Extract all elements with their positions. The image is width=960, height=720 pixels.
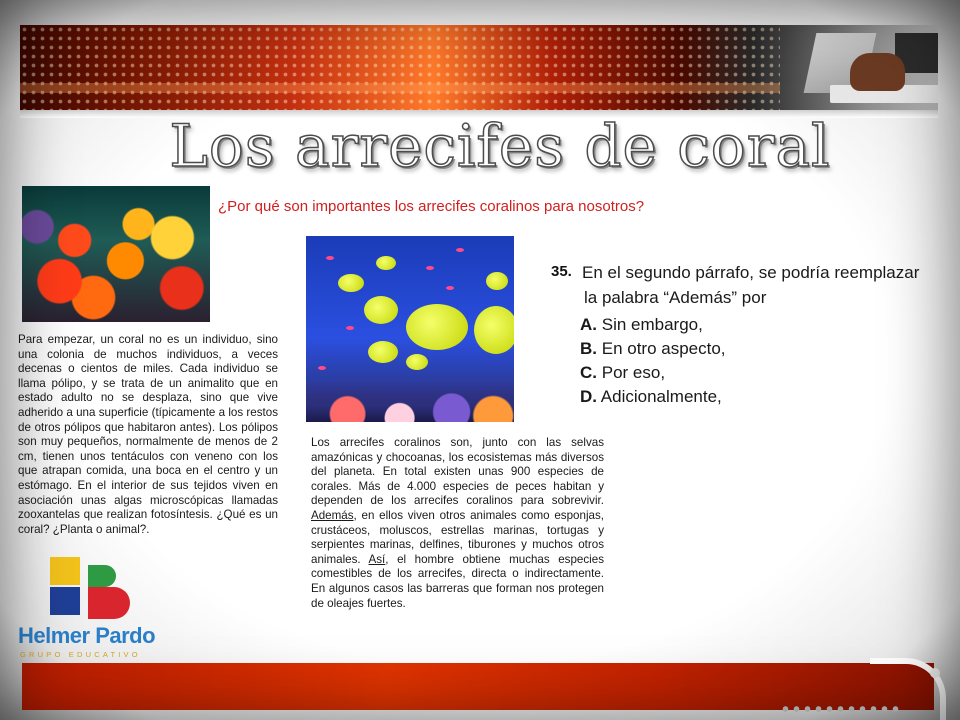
question-number: 35. [551,263,572,280]
slide-title: Los arrecifes de coral [169,112,831,180]
header-banner [20,25,938,110]
helmer-pardo-logo [18,555,168,665]
logo-red-square [88,587,130,619]
banner-dot-pattern [20,25,780,110]
underlined-word-asi: Así [368,552,386,566]
coral-photo [22,186,210,322]
question-text: En el segundo párrafo, se podría reemplazar la palabra “Además” por [582,263,920,307]
reading-passage: Los arrecifes coralinos son, junto con las selvas amazónicas y chocoanas, los ecosistemas más diversos del planeta. En total existen unas 900 especies de corales. Más de 4.000 especies de peces habitan y dependen de los arrecifes coralinos para sobrevivir. Además, en ellos viven otros animales como esponjas, crustáceos, moluscos, estrellas marinas, tortugas y serpientes marinas, delfines, tiburones y muchos otros animales. Así, el hombre obtiene muchas especies comestibles de los arrecifes, directa o indirectamente. En algunos casos las barreras que forman nos protegen de oleajes fuertes. [311,436,604,610]
option-a[interactable]: A. Sin embargo, [580,315,703,334]
coral-intro-paragraph: Para empezar, un coral no es un individuo, sino una colonia de muchos individuos, a veces decenas o cientos de miles. Cada individuo se llama pólipo, y se trata de un animalito que en estado adulto no se desplaza, sino que vive adherido a una superficie (típicamente a los restos de otros pólipos que habitaron antes). Los pólipos son muy pequeños, normalmente de menos de 2 cm, tienen unos tentáculos con veneno con los que atrapan comida, una boca en el centro y un estómago. En el interior de sus tejidos viven en asociación unas algas microscópicas llamadas zooxantelas que realizan fotosíntesis. ¿Qué es un coral? ¿Planta o animal?. [18,333,278,536]
option-c[interactable]: C. Por eso, [580,363,666,382]
logo-name: Helmer Pardo [18,623,156,648]
logo-yellow-square [50,557,80,585]
underlined-word-ademas: Además [311,508,354,522]
logo-blue-square [50,587,80,615]
footer-bar [22,663,934,710]
answer-options [580,313,726,409]
fish-photo [306,236,514,422]
laptop-photo [810,33,938,105]
option-d[interactable]: D. Adicionalmente, [580,387,722,406]
guiding-question: ¿Por qué son importantes los arrecifes coralinos para nosotros? [218,198,645,215]
logo-tagline: GRUPO EDUCATIVO [20,650,141,659]
option-b[interactable]: B. En otro aspecto, [580,339,726,358]
logo-green-square [88,565,116,587]
